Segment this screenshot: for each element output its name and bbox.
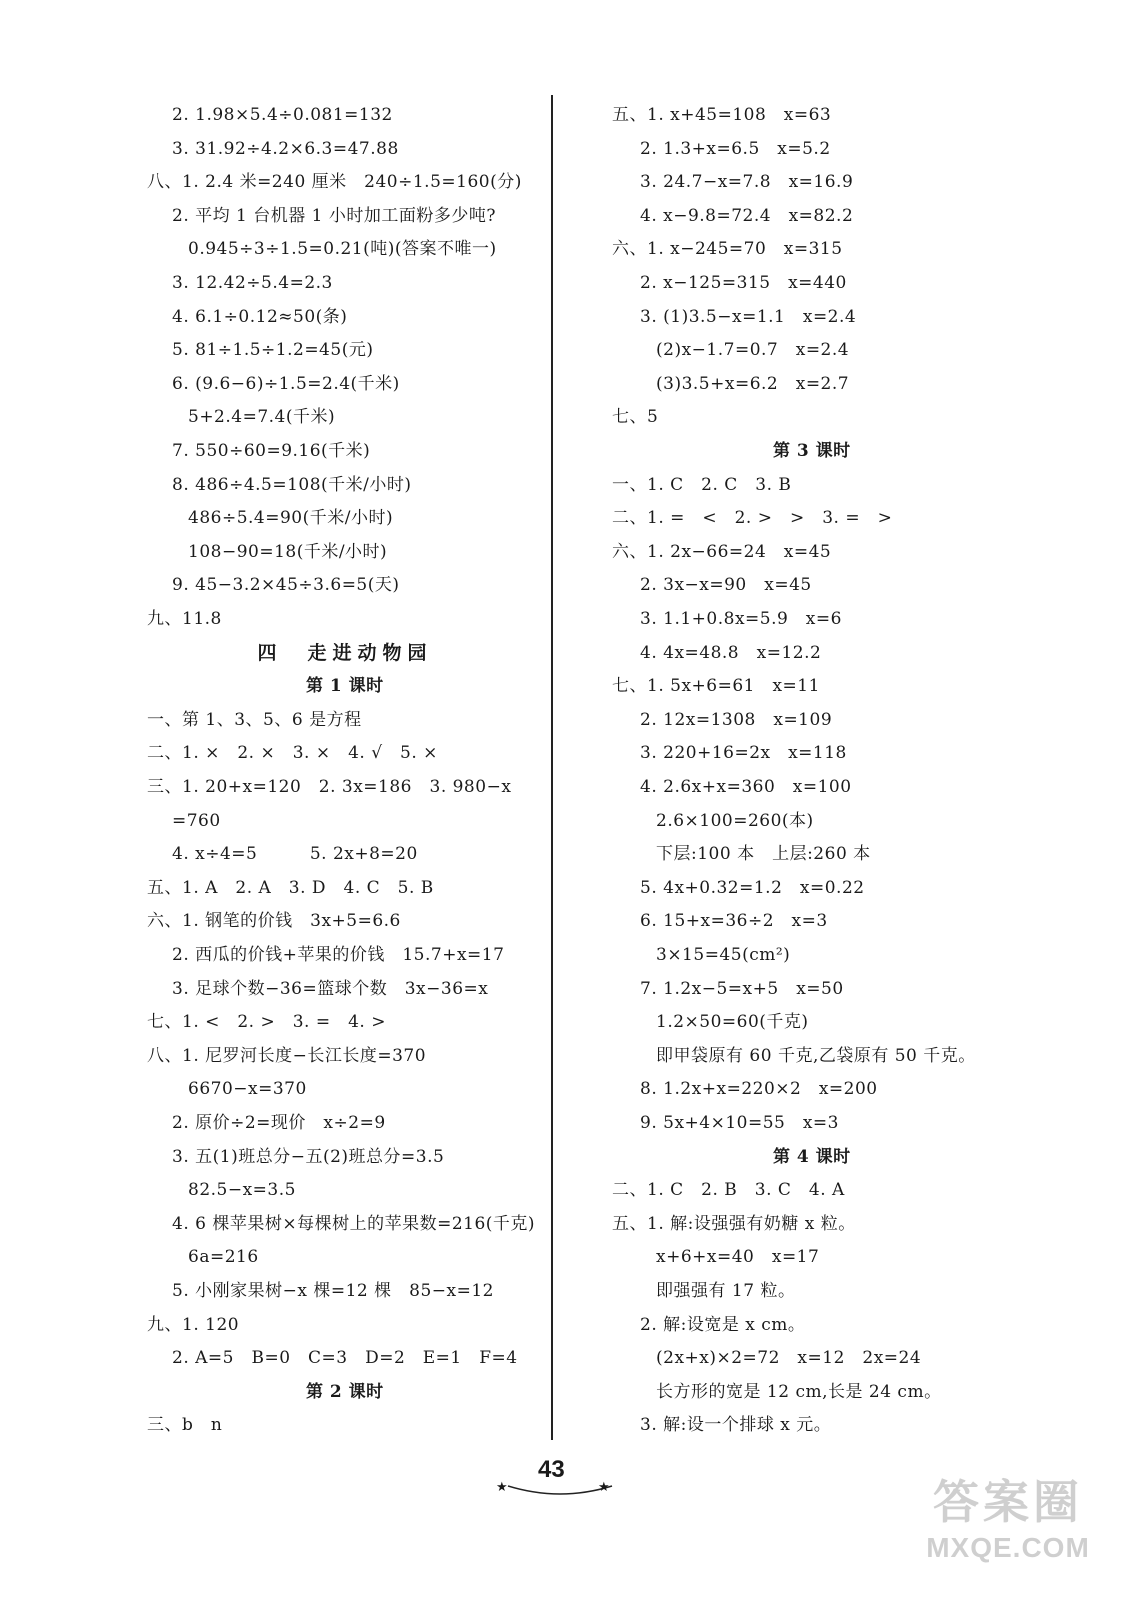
answer-line: 9. 5x+4×10=55 x=3 — [640, 1113, 839, 1133]
answer-line: 0.945÷3÷1.5=0.21(吨)(答案不唯一) — [188, 239, 497, 260]
answer-line: 一、1. C 2. C 3. B — [612, 474, 792, 495]
answer-line: 6. (9.6−6)÷1.5=2.4(千米) — [172, 373, 400, 394]
answer-line: 六、1. 2x−66=24 x=45 — [612, 541, 832, 562]
answer-line: 3. 足球个数−36=篮球个数 3x−36=x — [172, 978, 489, 999]
answer-line: 486÷5.4=90(千米/小时) — [188, 508, 394, 529]
answer-line: 6670−x=370 — [188, 1079, 307, 1100]
answer-line: 2. 12x=1308 x=109 — [640, 709, 833, 730]
answer-line: 七、1. < 2. > 3. = 4. > — [147, 1012, 386, 1033]
answer-line: 3. 31.92÷4.2×6.3=47.88 — [172, 138, 399, 159]
answer-line: 4. 4x=48.8 x=12.2 — [640, 642, 822, 663]
answer-line: 4. 6.1÷0.12≈50(条) — [172, 306, 348, 327]
answer-line: 4. 2.6x+x=360 x=100 — [640, 777, 852, 797]
answer-line: 7. 550÷60=9.16(千米) — [172, 441, 371, 461]
answer-line: 二、1. × 2. × 3. × 4. √ 5. × — [147, 743, 438, 764]
answer-line: 6. 15+x=36÷2 x=3 — [640, 911, 828, 932]
answer-line: 九、11.8 — [147, 609, 222, 629]
answer-line: 2. 1.3+x=6.5 x=5.2 — [640, 138, 831, 159]
lesson-heading: 第 3 课时 — [773, 441, 851, 461]
answer-line: 7. 1.2x−5=x+5 x=50 — [640, 978, 844, 999]
answer-line: 五、1. A 2. A 3. D 4. C 5. B — [147, 877, 434, 898]
lesson-heading: 第 4 课时 — [773, 1146, 851, 1167]
answer-line: 5+2.4=7.4(千米) — [188, 407, 336, 428]
answer-line: 2. 原价÷2=现价 x÷2=9 — [172, 1113, 386, 1133]
watermark-logo — [913, 1466, 1103, 1586]
answer-line: 二、1. = < 2. > > 3. = > — [612, 508, 893, 529]
answer-line: 6a=216 — [188, 1247, 259, 1268]
answer-line: 八、1. 尼罗河长度−长江长度=370 — [147, 1045, 427, 1066]
answer-line: 2. x−125=315 x=440 — [640, 273, 847, 293]
answer-line: 3. 220+16=2x x=118 — [640, 743, 847, 764]
answer-line: x+6+x=40 x=17 — [656, 1247, 820, 1268]
answer-line: 82.5−x=3.5 — [188, 1180, 296, 1201]
answer-line: 2. 西瓜的价钱+苹果的价钱 15.7+x=17 — [172, 945, 505, 965]
answer-line: 二、1. C 2. B 3. C 4. A — [612, 1180, 845, 1201]
answer-line: 5. 81÷1.5÷1.2=45(元) — [172, 340, 374, 361]
answer-line: 七、5 — [612, 407, 659, 428]
answer-line: 4. 6 棵苹果树×每棵树上的苹果数=216(千克) — [172, 1213, 536, 1234]
answer-line: 八、1. 2.4 米=240 厘米 240÷1.5=160(分) — [147, 172, 522, 193]
answer-line: 三、1. 20+x=120 2. 3x=186 3. 980−x — [147, 777, 512, 797]
answer-line: 2.6×100=260(本) — [656, 810, 814, 831]
answer-line: 3. 12.42÷5.4=2.3 — [172, 273, 333, 293]
answer-line: 即甲袋原有 60 千克,乙袋原有 50 千克。 — [656, 1045, 976, 1066]
answer-line: (2x+x)×2=72 x=12 2x=24 — [656, 1348, 922, 1369]
unit-title: 四 走进动物园 — [257, 641, 433, 664]
answer-line: 8. 1.2x+x=220×2 x=200 — [640, 1079, 878, 1100]
lesson-heading: 第 2 课时 — [306, 1381, 384, 1402]
answer-line: 六、1. 钢笔的价钱 3x+5=6.6 — [147, 911, 401, 932]
star-icon: ★ — [496, 1480, 508, 1495]
answer-line: 九、1. 120 — [147, 1314, 240, 1335]
answer-line: 下层:100 本 上层:260 本 — [656, 844, 871, 865]
answer-line: 4. x−9.8=72.4 x=82.2 — [640, 205, 854, 226]
answer-line: 3. 1.1+0.8x=5.9 x=6 — [640, 609, 842, 629]
answer-line: 2. 平均 1 台机器 1 小时加工面粉多少吨? — [172, 205, 496, 226]
answer-line: 3. 五(1)班总分−五(2)班总分=3.5 — [172, 1146, 445, 1167]
lesson-heading: 第 1 课时 — [306, 676, 384, 697]
answer-line: 3. 解:设一个排球 x 元。 — [640, 1415, 832, 1436]
answer-line: 8. 486÷4.5=108(千米/小时) — [172, 474, 412, 495]
answer-line: 3×15=45(cm²) — [656, 945, 791, 965]
answer-line: 3. 24.7−x=7.8 x=16.9 — [640, 172, 854, 193]
answer-line: 1.2×50=60(千克) — [656, 1012, 809, 1033]
page-number: 43 — [538, 1456, 565, 1483]
answer-line: 长方形的宽是 12 cm,长是 24 cm。 — [656, 1381, 942, 1402]
answer-line: 2. 3x−x=90 x=45 — [640, 575, 812, 596]
answer-line: 五、1. 解:设强强有奶糖 x 粒。 — [612, 1213, 856, 1234]
answer-line: 即强强有 17 粒。 — [656, 1281, 796, 1301]
answer-line: 2. 解:设宽是 x cm。 — [640, 1314, 806, 1335]
answer-line: 六、1. x−245=70 x=315 — [612, 239, 843, 260]
watermark-url: MXQE.COM — [926, 1532, 1090, 1563]
answer-line: 三、b n — [147, 1415, 223, 1436]
answer-line: 一、第 1、3、5、6 是方程 — [147, 709, 362, 730]
answer-line: 4. x÷4=5 5. 2x+8=20 — [172, 844, 418, 865]
answer-line: 9. 45−3.2×45÷3.6=5(天) — [172, 575, 400, 596]
star-icon: ★ — [598, 1480, 610, 1495]
answer-line: 5. 小刚家果树−x 棵=12 棵 85−x=12 — [172, 1281, 494, 1301]
watermark-title: 答案圈 — [933, 1476, 1083, 1528]
answer-line: 七、1. 5x+6=61 x=11 — [612, 676, 820, 697]
answer-line: (3)3.5+x=6.2 x=2.7 — [656, 373, 850, 394]
answer-line: =760 — [172, 810, 221, 831]
answer-line: 2. A=5 B=0 C=3 D=2 E=1 F=4 — [172, 1348, 518, 1369]
answer-line: 5. 4x+0.32=1.2 x=0.22 — [640, 877, 865, 898]
answer-line: 五、1. x+45=108 x=63 — [612, 105, 832, 125]
answer-line: 108−90=18(千米/小时) — [188, 541, 388, 562]
column-divider — [551, 95, 553, 1440]
answer-line: 2. 1.98×5.4÷0.081=132 — [172, 105, 393, 125]
answer-line: 3. (1)3.5−x=1.1 x=2.4 — [640, 306, 857, 327]
answer-line: (2)x−1.7=0.7 x=2.4 — [656, 340, 850, 361]
